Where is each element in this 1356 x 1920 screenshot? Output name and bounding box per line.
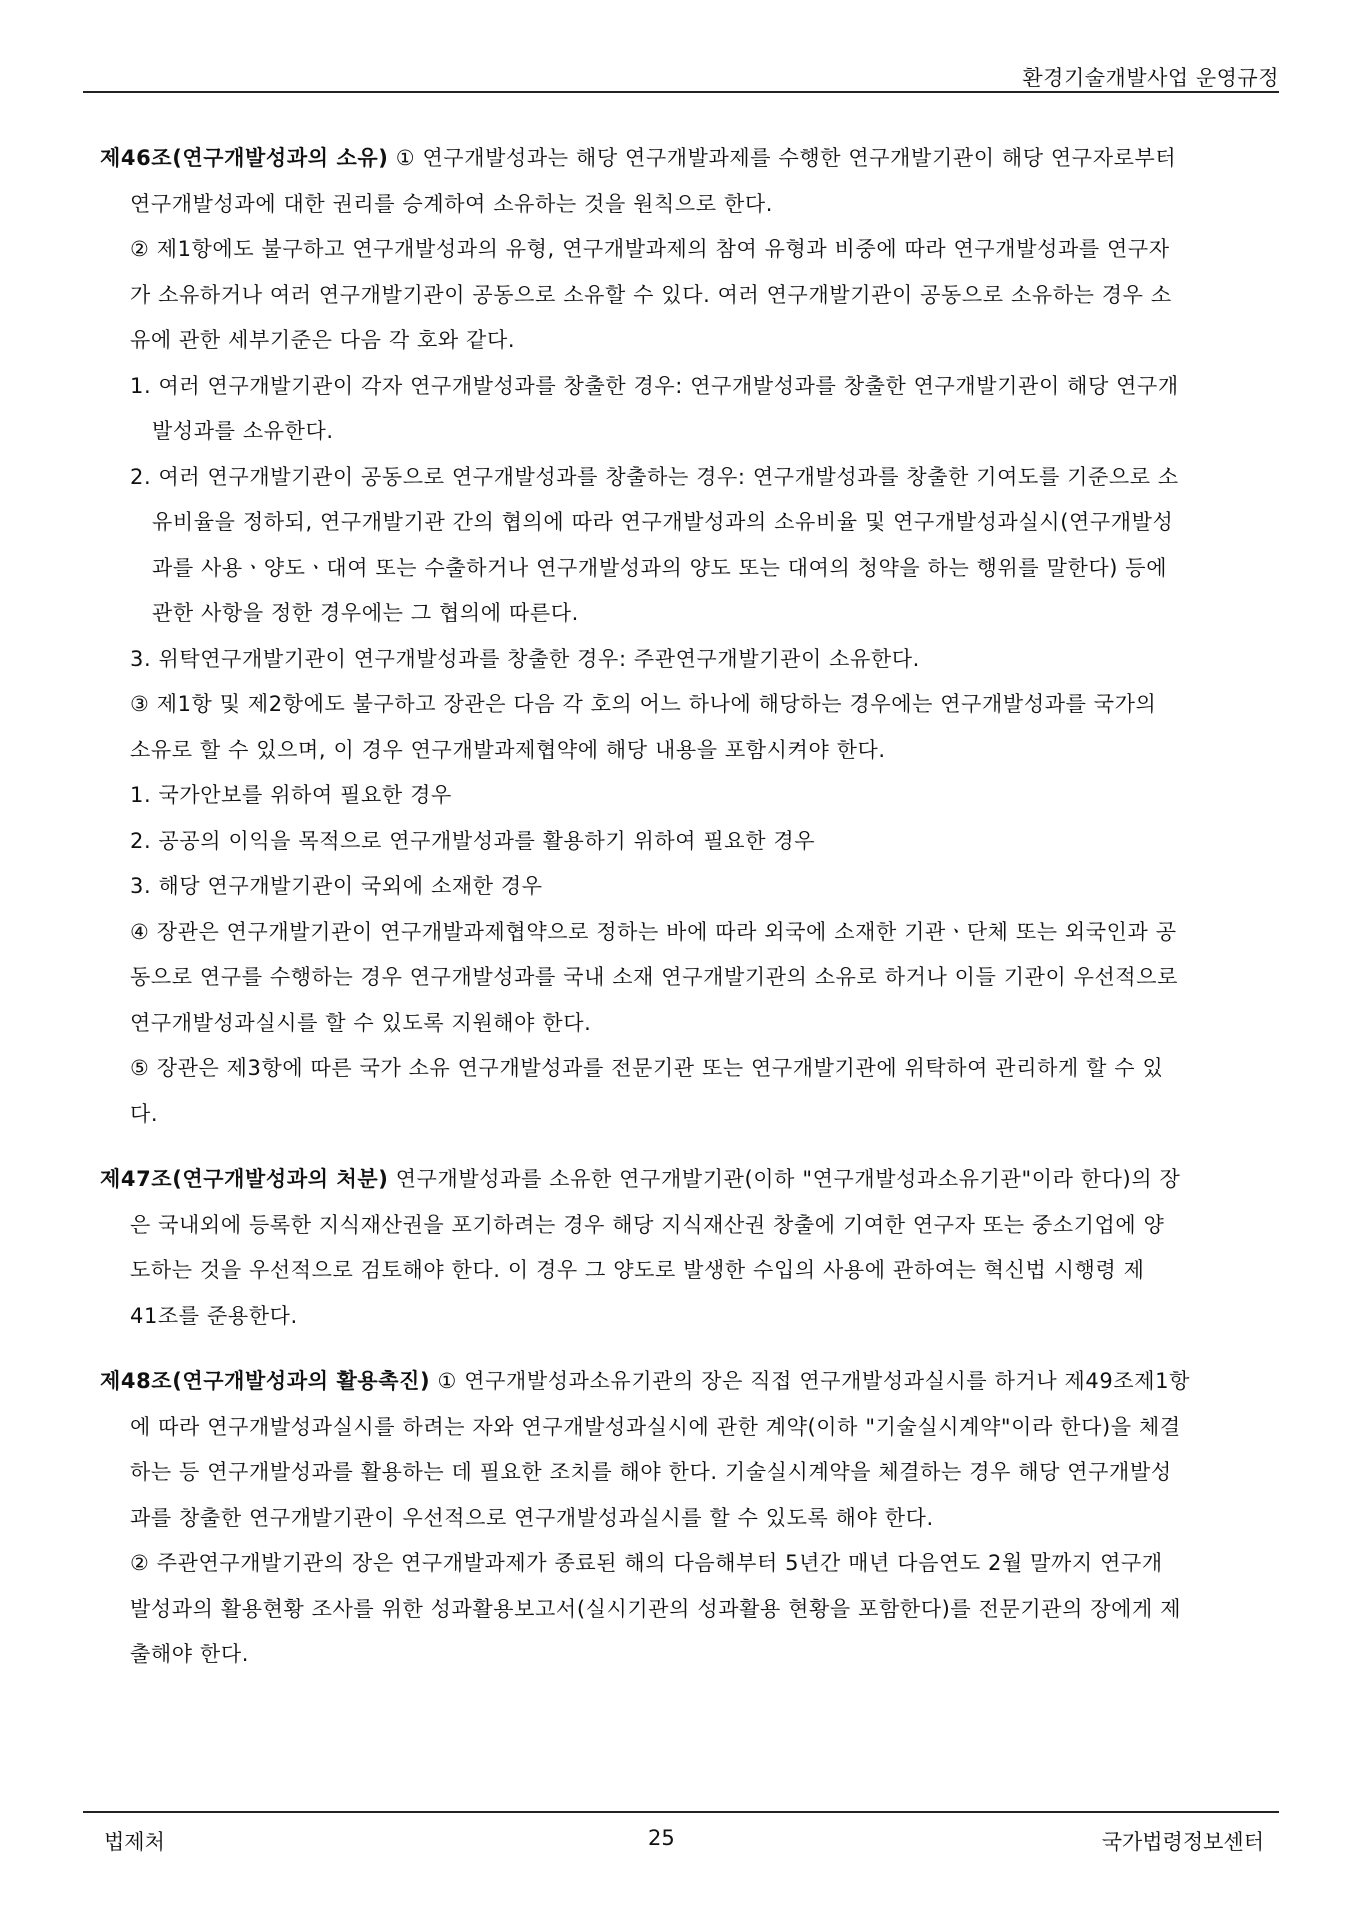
article-47-line: 도하는 것을 우선적으로 검토해야 한다. 이 경우 그 양도로 발생한 수입의 사용에 관하여는 혁신법 시행령 제 (130, 1258, 1145, 1282)
article-46-text: ① 연구개발성과는 해당 연구개발과제를 수행한 연구개발기관이 해당 연구자로부터 (388, 146, 1177, 170)
article-46-line: 2. 공공의 이익을 목적으로 연구개발성과를 활용하기 위하여 필요한 경우 (130, 828, 816, 853)
article-47-line (100, 1157, 1280, 1203)
article-46-line: 소유로 할 수 있으며, 이 경우 연구개발과제협약에 해당 내용을 포함시켜야 한다. (130, 737, 886, 762)
article-46-line: ⑤ 장관은 제3항에 따른 국가 소유 연구개발성과를 전문기관 또는 연구개발기관에 위탁하여 관리하게 할 수 있 (130, 1056, 1164, 1080)
document-body (100, 136, 1280, 1698)
article-46-line: 유비율을 정하되, 연구개발기관 간의 협의에 따라 연구개발성과의 소유비율 및 연구개발성과실시(연구개발성 (152, 510, 1174, 534)
article-46-line: ④ 장관은 연구개발기관이 연구개발과제협약으로 정하는 바에 따라 외국에 소재한 기관ㆍ단체 또는 외국인과 공 (130, 919, 1177, 944)
article-48-line: 에 따라 연구개발성과실시를 하려는 자와 연구개발성과실시에 관한 계약(이하 "기술실시계약"이라 한다)을 체결 (130, 1414, 1181, 1439)
article-48-line: ② 주관연구개발기관의 장은 연구개발과제가 종료된 해의 다음해부터 5년간 매년 다음연도 2월 말까지 연구개 (130, 1551, 1163, 1575)
header-divider (83, 91, 1279, 93)
article-46-title: 제46조(연구개발성과의 소유) (100, 146, 389, 170)
article-46-line: 과를 사용ㆍ양도ㆍ대여 또는 수출하거나 연구개발성과의 양도 또는 대여의 청약을 하는 행위를 말한다) 등에 (152, 555, 1168, 580)
article-46-line: 3. 해당 연구개발기관이 국외에 소재한 경우 (130, 874, 543, 898)
article-47-line: 41조를 준용한다. (130, 1303, 298, 1328)
article-46-line: ② 제1항에도 불구하고 연구개발성과의 유형, 연구개발과제의 참여 유형과 비중에 따라 연구개발성과를 연구자 (130, 237, 1170, 261)
footer-source: 국가법령정보센터 (1101, 1830, 1264, 1854)
article-47-title: 제47조(연구개발성과의 처분) (100, 1167, 389, 1191)
article-46-line: 유에 관한 세부기준은 다음 각 호와 같다. (130, 328, 516, 352)
article-48-text: ① 연구개발성과소유기관의 장은 직접 연구개발성과실시를 하거나 제49조제1항 (430, 1369, 1190, 1393)
article-46-line: 연구개발성과에 대한 권리를 승계하여 소유하는 것을 원칙으로 한다. (130, 191, 774, 216)
article-47-line: 은 국내외에 등록한 지식재산권을 포기하려는 경우 해당 지식재산권 창출에 기여한 연구자 또는 중소기업에 양 (130, 1212, 1165, 1237)
article-46-line: 2. 여러 연구개발기관이 공동으로 연구개발성과를 창출하는 경우: 연구개발성과를 창출한 기여도를 기준으로 소 (130, 464, 1179, 489)
article-46-line: 가 소유하거나 여러 연구개발기관이 공동으로 소유할 수 있다. 여러 연구개발기관이 공동으로 소유하는 경우 소 (130, 282, 1172, 307)
article-46 (100, 136, 1280, 1137)
article-46-line: 관한 사항을 정한 경우에는 그 협의에 따른다. (152, 601, 579, 625)
article-48-line (100, 1359, 1280, 1405)
article-48-line: 과를 창출한 연구개발기관이 우선적으로 연구개발성과실시를 할 수 있도록 해야 한다. (130, 1505, 934, 1530)
footer-divider (83, 1811, 1279, 1813)
article-48-title: 제48조(연구개발성과의 활용촉진) (100, 1369, 431, 1393)
article-46-line (100, 136, 1280, 182)
footer-publisher: 법제처 (104, 1830, 165, 1854)
article-48 (100, 1359, 1280, 1678)
article-46-line: 연구개발성과실시를 할 수 있도록 지원해야 한다. (130, 1010, 592, 1035)
article-46-line: 다. (130, 1101, 159, 1126)
article-46-line: 발성과를 소유한다. (152, 419, 334, 443)
article-46-line: 3. 위탁연구개발기관이 연구개발성과를 창출한 경우: 주관연구개발기관이 소유한다. (130, 646, 920, 671)
article-46-line: 1. 국가안보를 위하여 필요한 경우 (130, 783, 452, 807)
article-48-line: 출해야 한다. (130, 1642, 249, 1666)
article-46-line: 동으로 연구를 수행하는 경우 연구개발성과를 국내 소재 연구개발기관의 소유로 하거나 이들 기관이 우선적으로 (130, 965, 1179, 989)
article-47-text: 연구개발성과를 소유한 연구개발기관(이하 "연구개발성과소유기관"이라 한다)의 장 (388, 1167, 1181, 1191)
article-46-line: 1. 여러 연구개발기관이 각자 연구개발성과를 창출한 경우: 연구개발성과를 창출한 연구개발기관이 해당 연구개 (130, 373, 1179, 398)
page-number: 25 (648, 1826, 675, 1850)
running-header-title: 환경기술개발사업 운영규정 (1022, 66, 1279, 90)
article-47 (100, 1157, 1280, 1339)
article-48-line: 발성과의 활용현황 조사를 위한 성과활용보고서(실시기관의 성과활용 현황을 포함한다)를 전문기관의 장에게 제 (130, 1596, 1182, 1621)
article-46-line: ③ 제1항 및 제2항에도 불구하고 장관은 다음 각 호의 어느 하나에 해당하는 경우에는 연구개발성과를 국가의 (130, 692, 1157, 716)
article-48-line: 하는 등 연구개발성과를 활용하는 데 필요한 조치를 해야 한다. 기술실시계약을 체결하는 경우 해당 연구개발성 (130, 1460, 1172, 1484)
